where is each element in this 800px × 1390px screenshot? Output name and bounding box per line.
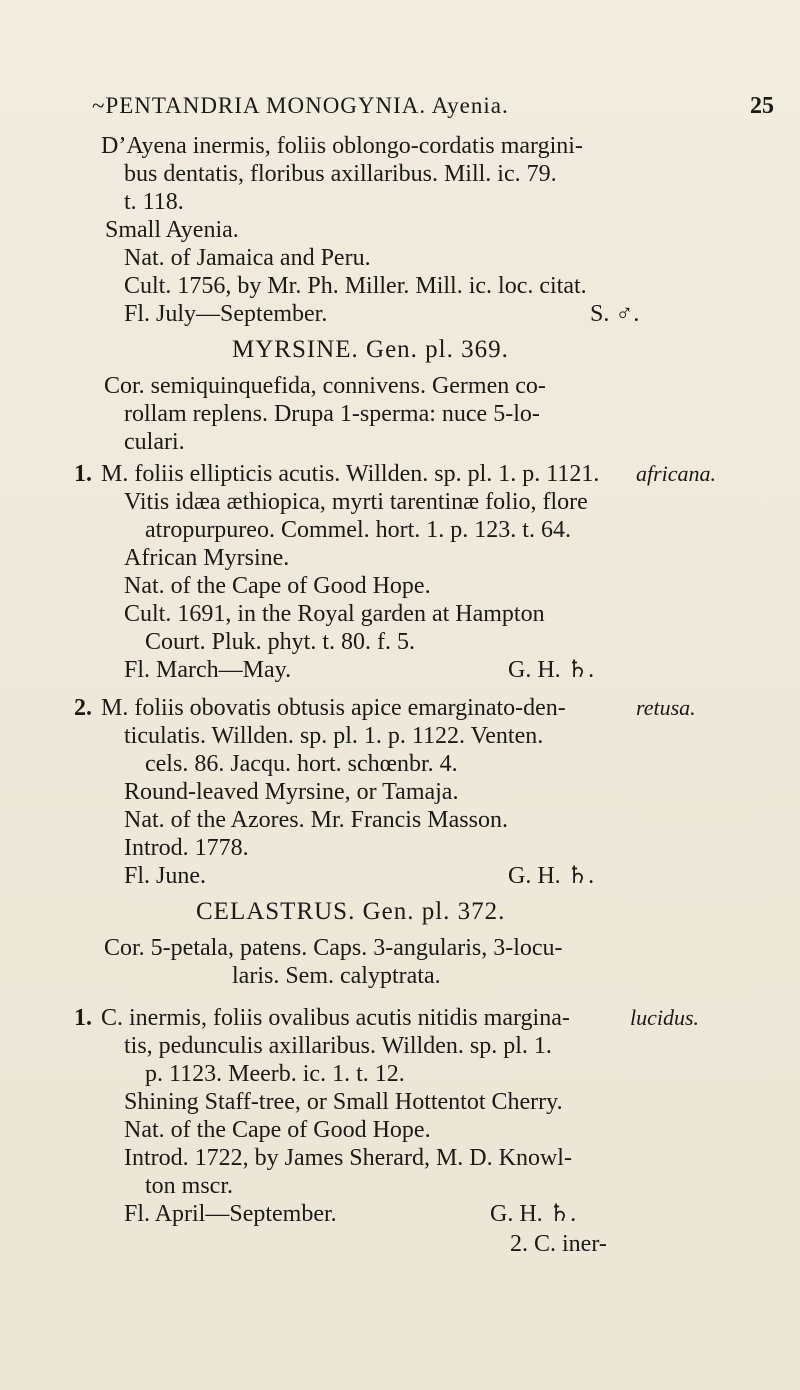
species-side-name: lucidus. bbox=[630, 1005, 700, 1030]
text-line: Small Ayenia. bbox=[105, 217, 239, 243]
habit-sign: G. H. ♄. bbox=[508, 863, 595, 889]
species-number: 1. bbox=[74, 461, 92, 487]
text-line: African Myrsine. bbox=[124, 545, 290, 571]
text-line: Introd. 1778. bbox=[124, 835, 249, 861]
text-line: Cor. 5-petala, patens. Caps. 3-angularis, 3-locu- bbox=[104, 935, 563, 961]
text-line: C. inermis, foliis ovalibus acutis nitidis margina- bbox=[101, 1005, 570, 1031]
text-line: Court. Pluk. phyt. t. 80. f. 5. bbox=[145, 629, 416, 655]
text-line: Introd. 1722, by James Sherard, M. D. Knowl- bbox=[124, 1145, 572, 1171]
text-line: Cult. 1756, by Mr. Ph. Miller. Mill. ic. loc. citat. bbox=[124, 273, 587, 299]
genus-heading: CELASTRUS. Gen. pl. 372. bbox=[196, 898, 506, 925]
running-title: ~PENTANDRIA MONOGYNIA. Ayenia. bbox=[92, 93, 509, 118]
species-side-name: retusa. bbox=[636, 695, 696, 720]
text-line: Shining Staff-tree, or Small Hottentot Cherry. bbox=[124, 1089, 563, 1115]
text-line: Round-leaved Myrsine, or Tamaja. bbox=[124, 779, 459, 805]
text-line: Nat. of the Azores. Mr. Francis Masson. bbox=[124, 807, 508, 833]
species-number: 1. bbox=[74, 1005, 92, 1031]
text-line: Cult. 1691, in the Royal garden at Hampton bbox=[124, 601, 545, 627]
text-line: cels. 86. Jacqu. hort. schœnbr. 4. bbox=[145, 751, 458, 777]
text-line: Nat. of the Cape of Good Hope. bbox=[124, 1117, 431, 1143]
text-line: bus dentatis, floribus axillaribus. Mill. ic. 79. bbox=[124, 161, 557, 187]
text-line: atropurpureo. Commel. hort. 1. p. 123. t. 64. bbox=[145, 517, 571, 543]
habit-sign: G. H. ♄. bbox=[490, 1201, 577, 1227]
genus-heading: MYRSINE. Gen. pl. 369. bbox=[232, 336, 509, 363]
text-line: ticulatis. Willden. sp. pl. 1. p. 1122. Venten. bbox=[124, 723, 544, 749]
habit-sign: S. ♂. bbox=[590, 301, 640, 327]
text-line: D’Ayena inermis, foliis oblongo-cordatis margini- bbox=[101, 133, 583, 159]
page-number: 25 bbox=[750, 93, 774, 119]
text-line: M. foliis obovatis obtusis apice emarginato-den- bbox=[101, 695, 566, 721]
text-line: tis, pedunculis axillaribus. Willden. sp. pl. 1. bbox=[124, 1033, 552, 1059]
text-line: Fl. June. bbox=[124, 863, 207, 889]
text-line: culari. bbox=[124, 429, 185, 455]
text-line: Nat. of the Cape of Good Hope. bbox=[124, 573, 431, 599]
text-line: Fl. March—May. bbox=[124, 657, 292, 683]
text-line: Fl. April—September. bbox=[124, 1201, 337, 1227]
species-number: 2. bbox=[74, 695, 92, 721]
habit-sign: G. H. ♄. bbox=[508, 657, 595, 683]
catchword: 2. C. iner- bbox=[510, 1231, 607, 1257]
text-line: Cor. semiquinquefida, connivens. Germen co- bbox=[104, 373, 546, 399]
text-line: M. foliis ellipticis acutis. Willden. sp. pl. 1. p. 1121. bbox=[101, 461, 600, 487]
text-line: Vitis idæa æthiopica, myrti tarentinæ folio, flore bbox=[124, 489, 588, 515]
text-line: Fl. July—September. bbox=[124, 301, 328, 327]
text-line: t. 118. bbox=[124, 189, 184, 215]
text-line: p. 1123. Meerb. ic. 1. t. 12. bbox=[145, 1061, 405, 1087]
text-line: ton mscr. bbox=[145, 1173, 233, 1199]
species-side-name: africana. bbox=[636, 461, 717, 486]
text-line: laris. Sem. calyptrata. bbox=[232, 963, 441, 989]
text-line: rollam replens. Drupa 1-sperma: nuce 5-lo- bbox=[124, 401, 540, 427]
text-line: Nat. of Jamaica and Peru. bbox=[124, 245, 371, 271]
